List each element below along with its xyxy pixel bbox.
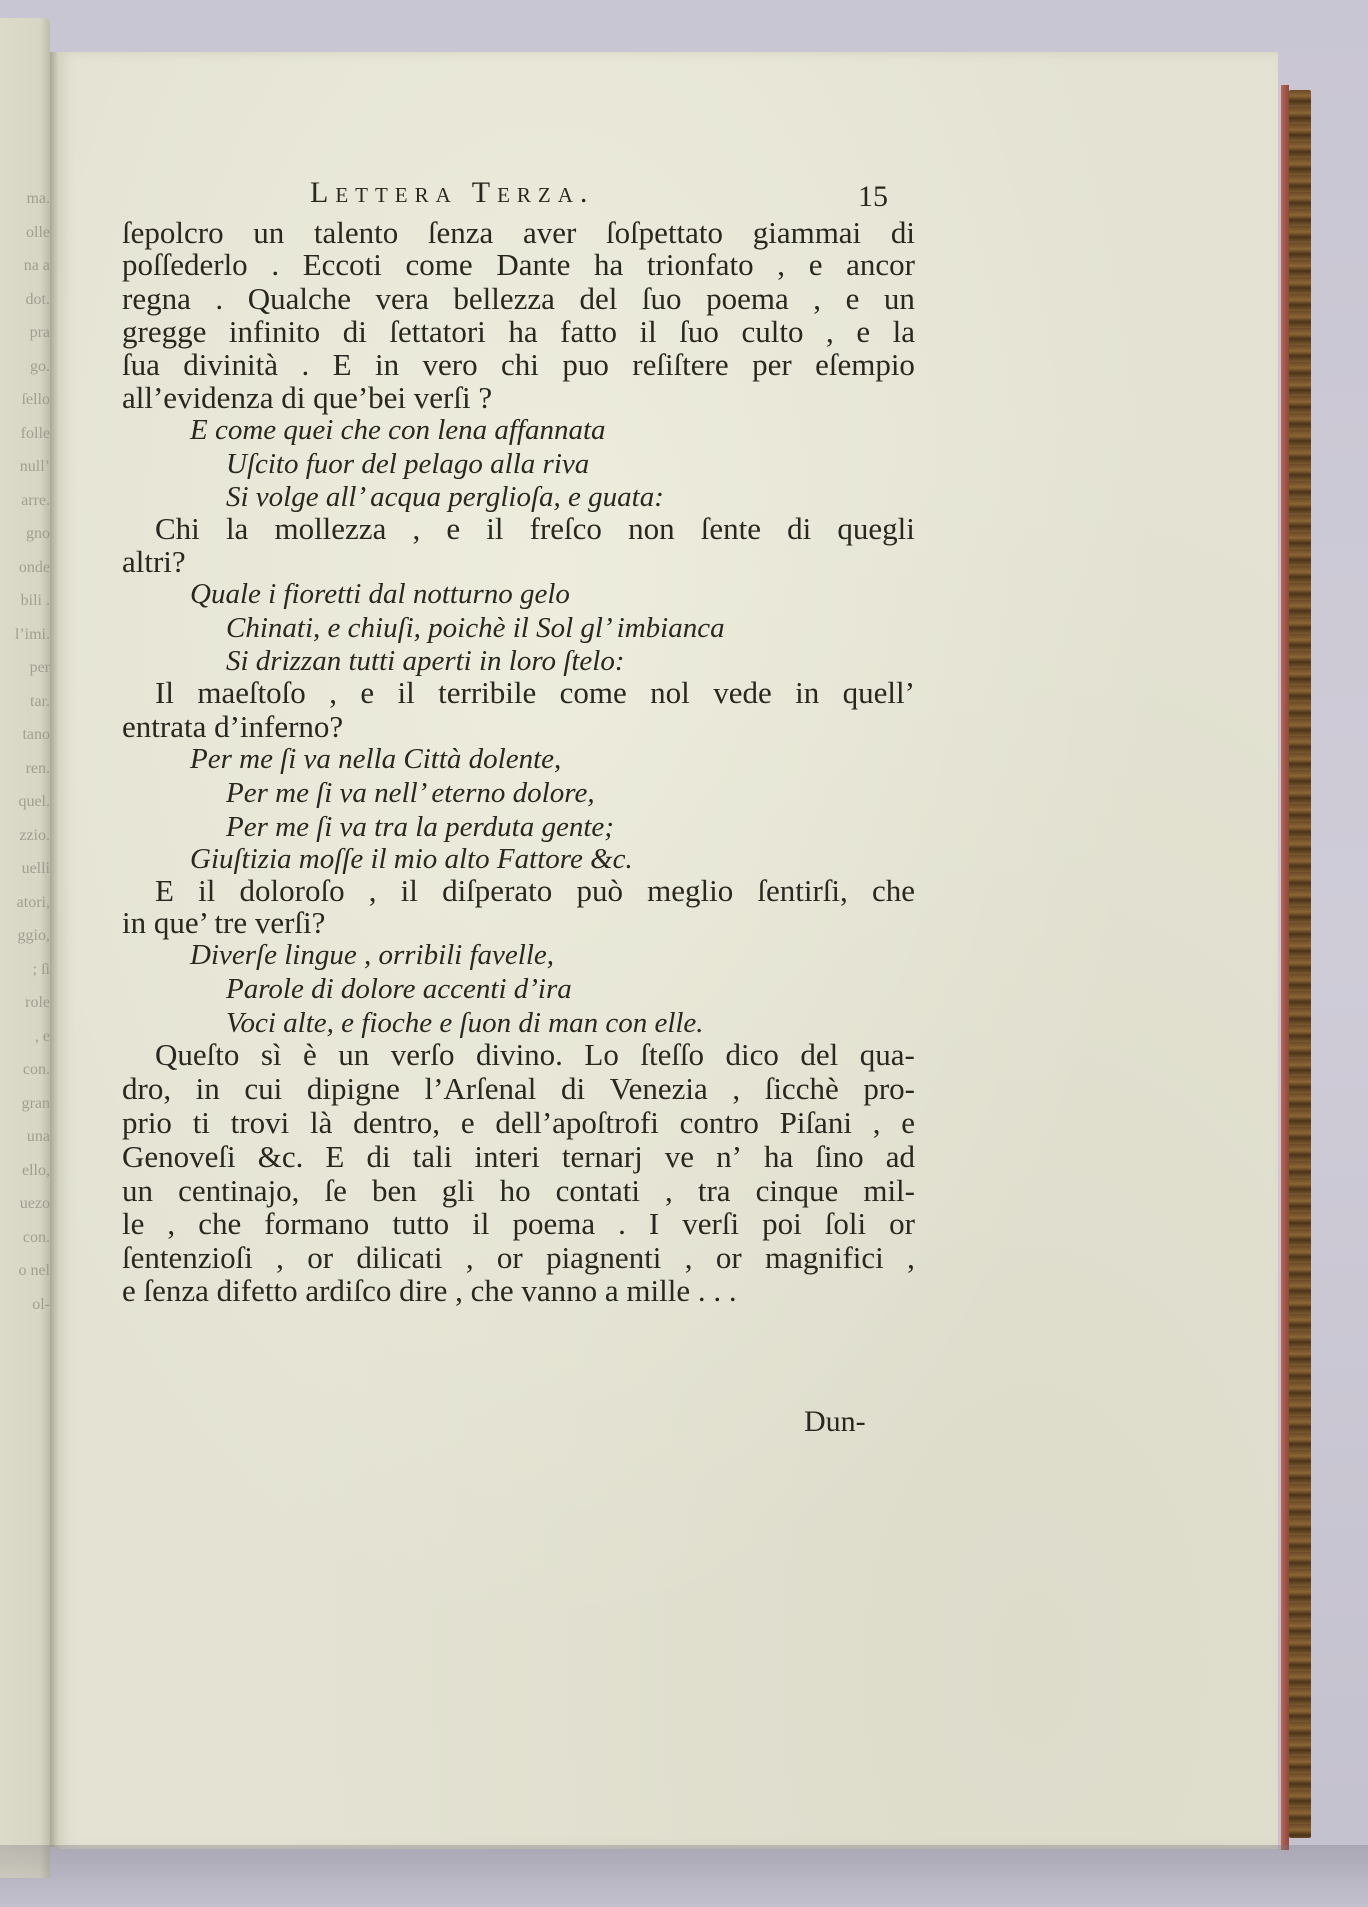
left-page-fragment: ol-	[32, 1295, 50, 1313]
prose-line	[122, 315, 915, 349]
prose-line: all’evidenza di que’bei verſi ?	[122, 380, 493, 415]
word: ,	[167, 1206, 176, 1241]
left-page-fragment: con.	[22, 1228, 50, 1246]
word: la	[892, 314, 915, 349]
left-page-fragment: gran	[21, 1094, 50, 1112]
word: il	[198, 873, 216, 908]
word: quell’	[842, 675, 915, 710]
word: ſe	[324, 1173, 347, 1208]
left-page-fragment: atori,	[16, 893, 50, 911]
word: ,	[329, 675, 337, 710]
word: .	[215, 281, 224, 316]
binding-edge	[1289, 90, 1311, 1838]
prose-line	[122, 248, 915, 282]
prose-line	[155, 874, 915, 908]
verse-line: Uſcito fuor del pelago alla riva	[226, 448, 590, 480]
word: ,	[732, 1071, 741, 1106]
word: ad	[885, 1139, 915, 1174]
word: Lo	[584, 1037, 619, 1072]
word: il	[472, 1206, 490, 1241]
word: del	[579, 281, 618, 316]
word: divino.	[475, 1037, 563, 1072]
word: e	[808, 247, 823, 282]
word: non	[628, 511, 675, 546]
left-page-fragment: o nel	[18, 1262, 50, 1279]
word: dipigne	[306, 1071, 400, 1106]
word: ſteſſo	[640, 1037, 705, 1072]
left-page-fragment: zzio.	[19, 826, 50, 844]
left-page-fragment: quel.	[18, 793, 50, 810]
left-page-fragment: , e	[34, 1027, 50, 1045]
word: quegli	[837, 511, 915, 546]
left-page-fragment: olle	[26, 223, 50, 241]
word: ,	[684, 1240, 693, 1275]
word: ſente	[700, 511, 761, 546]
word: tra	[697, 1173, 731, 1208]
left-page-fragment: bili .	[20, 592, 50, 609]
word: ,	[907, 1240, 915, 1275]
word: E	[332, 347, 352, 382]
left-page-fragment: arre.	[21, 491, 50, 509]
word: di	[366, 1139, 391, 1174]
word: or	[496, 1240, 523, 1275]
word: .	[271, 247, 280, 282]
word: talento	[313, 215, 399, 250]
prose-line: altri?	[122, 544, 186, 579]
word: ben	[371, 1173, 417, 1208]
verse-line: Parole di dolore accenti d’ira	[226, 973, 572, 1005]
left-page-fragment: tar.	[30, 692, 50, 710]
left-page-fragment: uezo	[19, 1195, 50, 1212]
word: infinito	[228, 314, 321, 349]
word: tutto	[392, 1206, 450, 1241]
word: ho	[499, 1173, 531, 1208]
prose-line: in que’ tre verſi?	[122, 905, 326, 940]
word: fatto	[560, 314, 617, 349]
left-page-fragment: ggio,	[17, 927, 50, 944]
word: chi	[501, 347, 539, 382]
left-page-fragment: na a	[23, 257, 50, 274]
verse-line: Voci alte, e fioche e ſuon di man con elle.	[226, 1007, 704, 1039]
left-page-fragment: null’	[19, 458, 50, 475]
word: aver	[522, 215, 577, 250]
word: per	[752, 347, 792, 382]
word: Piſani	[779, 1105, 852, 1140]
prose-line	[122, 1241, 915, 1275]
word: ſuo	[679, 314, 719, 349]
left-page-fragment: una	[26, 1128, 50, 1145]
word: gli	[441, 1173, 475, 1208]
word: di	[890, 215, 915, 250]
word: vede	[713, 675, 772, 710]
word: Il	[155, 675, 174, 710]
bottom-shadow	[0, 1845, 1368, 1907]
word: giammai	[752, 215, 862, 250]
word: e	[901, 1105, 915, 1140]
prose-line	[122, 348, 915, 382]
left-page-fragment: ello,	[22, 1161, 50, 1179]
prose-line	[122, 1106, 915, 1140]
word: e	[845, 281, 860, 316]
word: ,	[826, 314, 834, 349]
word: piagnenti	[546, 1240, 662, 1275]
word: reſiſtere	[632, 347, 729, 382]
word: ve	[664, 1139, 695, 1174]
word: dro,	[122, 1071, 172, 1106]
word: contati	[555, 1173, 640, 1208]
prose-line	[122, 282, 915, 316]
word: poſſederlo	[122, 247, 248, 282]
page-edge-red-stain	[1281, 85, 1289, 1850]
left-page-fragment: con.	[22, 1061, 50, 1078]
word: ſoli	[824, 1206, 867, 1241]
word: ſuo	[641, 281, 682, 316]
word: meglio	[647, 873, 734, 908]
word: ſentenzioſi	[122, 1240, 253, 1275]
word: ternarj	[561, 1139, 643, 1174]
word: ,	[412, 511, 421, 546]
left-page-fragment: ren.	[25, 759, 50, 777]
word: poema	[706, 281, 789, 316]
prose-line	[122, 216, 915, 250]
word: ,	[276, 1240, 284, 1275]
word: le	[122, 1206, 145, 1241]
word: la	[225, 511, 249, 546]
verse-line: Quale i fioretti dal notturno gelo	[190, 578, 570, 610]
word: pro-	[863, 1071, 915, 1106]
word: ſenza	[427, 215, 494, 250]
word: regna	[122, 281, 191, 316]
word: Dante	[496, 247, 571, 282]
word: diſperato	[442, 873, 553, 908]
word: ,	[777, 247, 786, 282]
verse-line: Diverſe lingue , orribili favelle,	[190, 939, 555, 971]
prose-line	[155, 676, 915, 710]
prose-line	[122, 1207, 915, 1241]
word: un	[338, 1037, 370, 1072]
word: e	[446, 511, 461, 546]
word: e	[856, 314, 871, 349]
word: E	[325, 1139, 345, 1174]
word: il	[639, 314, 657, 349]
word: del	[800, 1037, 839, 1072]
left-page-fragment: role	[25, 994, 50, 1011]
word: che	[871, 873, 915, 908]
word: Qualche	[247, 281, 351, 316]
left-page-fragment: gno	[26, 525, 50, 542]
word: dentro,	[353, 1105, 441, 1140]
word: ſentirſi,	[757, 873, 848, 908]
word: è	[303, 1037, 317, 1072]
prose-line	[122, 1072, 915, 1106]
left-page-fragment: tano	[22, 726, 50, 743]
word: ,	[465, 1240, 474, 1275]
word: poi	[762, 1206, 802, 1241]
left-page-fragment: l’imi.	[14, 625, 50, 643]
word: terribile	[438, 675, 537, 710]
word: dell’apoſtrofi	[495, 1105, 659, 1140]
word: in	[795, 675, 820, 710]
word: ,	[368, 873, 377, 908]
word: nol	[650, 675, 690, 710]
word: formano	[264, 1206, 370, 1241]
word: contro	[679, 1105, 759, 1140]
word: .	[618, 1206, 626, 1241]
word: tali	[412, 1139, 453, 1174]
word: I	[648, 1206, 660, 1241]
verse-line: Si drizzan tutti aperti in loro ſtelo:	[226, 645, 625, 677]
word: vero	[422, 347, 478, 382]
prose-line	[122, 1140, 915, 1174]
word: ſepolcro	[122, 215, 224, 250]
word: .	[301, 347, 310, 382]
word: maeſtoſo	[197, 675, 306, 710]
running-head: Lettera Terza.	[310, 176, 595, 209]
word: ha	[508, 314, 538, 349]
verse-line: Per me ſi va tra la perduta gente;	[226, 811, 614, 843]
word: n’	[716, 1139, 742, 1174]
word: prio	[122, 1105, 172, 1140]
word: ſettatori	[389, 314, 486, 349]
prose-line: e ſenza difetto ardiſco dire , che vanno a mille . . .	[122, 1273, 737, 1308]
word: l’Arſenal	[424, 1071, 537, 1106]
left-page-fragment: go.	[30, 357, 50, 375]
word: ,	[872, 1105, 881, 1140]
word: può	[576, 873, 623, 908]
left-page-sliver	[0, 18, 50, 1878]
word: un	[122, 1173, 153, 1208]
word: doloroſo	[239, 873, 345, 908]
word: che	[198, 1206, 242, 1241]
verse-line: Per me ſi va nella Città dolente,	[190, 743, 562, 775]
word: ſicchè	[764, 1071, 839, 1106]
left-page-fragment: ma.	[26, 190, 50, 207]
left-page-fragment: dot.	[25, 290, 50, 308]
left-page-fragment: ; ſi	[32, 960, 50, 978]
word: gregge	[122, 314, 207, 349]
word: ſoſpettato	[605, 215, 724, 250]
word: bellezza	[453, 281, 555, 316]
word: ha	[764, 1139, 794, 1174]
left-page-fragment: onde	[18, 558, 50, 576]
word: &c.	[257, 1139, 304, 1174]
word: cui	[244, 1071, 283, 1106]
word: centinajo,	[178, 1173, 300, 1208]
word: culto	[741, 314, 804, 349]
word: il	[397, 675, 415, 710]
verse-line: Si volge all’ acqua perglioſa, e guata:	[226, 481, 664, 513]
word: in	[195, 1071, 220, 1106]
word: il	[400, 873, 418, 908]
word: mollezza	[274, 511, 387, 546]
word: mil-	[863, 1173, 915, 1208]
word: trionfato	[646, 247, 754, 282]
word: or	[889, 1206, 915, 1241]
word: Venezia	[609, 1071, 708, 1106]
word: verſi	[682, 1206, 740, 1241]
word: un	[253, 215, 285, 250]
word: or	[307, 1240, 334, 1275]
verse-line: Chinati, e chiuſi, poichè il Sol gl’ imbianca	[226, 612, 725, 644]
word: verſo	[390, 1037, 455, 1072]
word: ancor	[846, 247, 915, 282]
word: sì	[260, 1037, 282, 1072]
verse-line: Per me ſi va nell’ eterno dolore,	[226, 777, 595, 809]
word: Chi	[155, 511, 200, 546]
word: ha	[594, 247, 624, 282]
word: magnifici	[764, 1240, 884, 1275]
word: Genoveſi	[122, 1139, 236, 1174]
word: un	[883, 281, 915, 316]
word: Eccoti	[302, 247, 382, 282]
word: dilicati	[356, 1240, 443, 1275]
prose-line: entrata d’inferno?	[122, 709, 344, 744]
word: ,	[813, 281, 822, 316]
page-number: 15	[858, 180, 888, 213]
word: poema	[512, 1206, 596, 1241]
verse-line: Giuſtizia moſſe il mio alto Fattore &c.	[190, 843, 633, 875]
left-page-fragment: per	[29, 659, 50, 676]
word: di	[787, 511, 812, 546]
word: ſua	[122, 347, 160, 382]
word: come	[559, 675, 627, 710]
word: puo	[562, 347, 609, 382]
word: e	[360, 675, 375, 710]
word: trovi	[230, 1105, 290, 1140]
word: eſempio	[815, 347, 915, 382]
prose-line	[155, 1038, 915, 1072]
word: vera	[375, 281, 429, 316]
word: e	[460, 1105, 475, 1140]
prose-line	[155, 512, 915, 546]
word: interi	[474, 1139, 540, 1174]
word: or	[715, 1240, 742, 1275]
prose-line	[122, 1174, 915, 1208]
word: dico	[725, 1037, 779, 1072]
left-page-fragment: folle	[20, 424, 50, 442]
word: divinità	[183, 347, 279, 382]
word: freſco	[529, 511, 602, 546]
verse-line: E come quei che con lena affannata	[190, 414, 606, 446]
word: il	[486, 511, 504, 546]
word: cinque	[755, 1173, 839, 1208]
word: ,	[665, 1173, 673, 1208]
word: ti	[192, 1105, 210, 1140]
word: di	[342, 314, 367, 349]
left-page-fragment: uelli	[21, 860, 50, 877]
word: Queſto	[155, 1037, 240, 1072]
left-page-fragment: ſello	[21, 391, 50, 408]
word: ſino	[815, 1139, 864, 1174]
word: di	[560, 1071, 586, 1106]
left-page-fragment: pra	[29, 324, 50, 341]
word: là	[309, 1105, 333, 1140]
word: E	[155, 873, 174, 908]
catchword: Dun-	[804, 1405, 866, 1438]
word: qua-	[859, 1037, 915, 1072]
word: in	[374, 347, 400, 382]
word: come	[405, 247, 473, 282]
